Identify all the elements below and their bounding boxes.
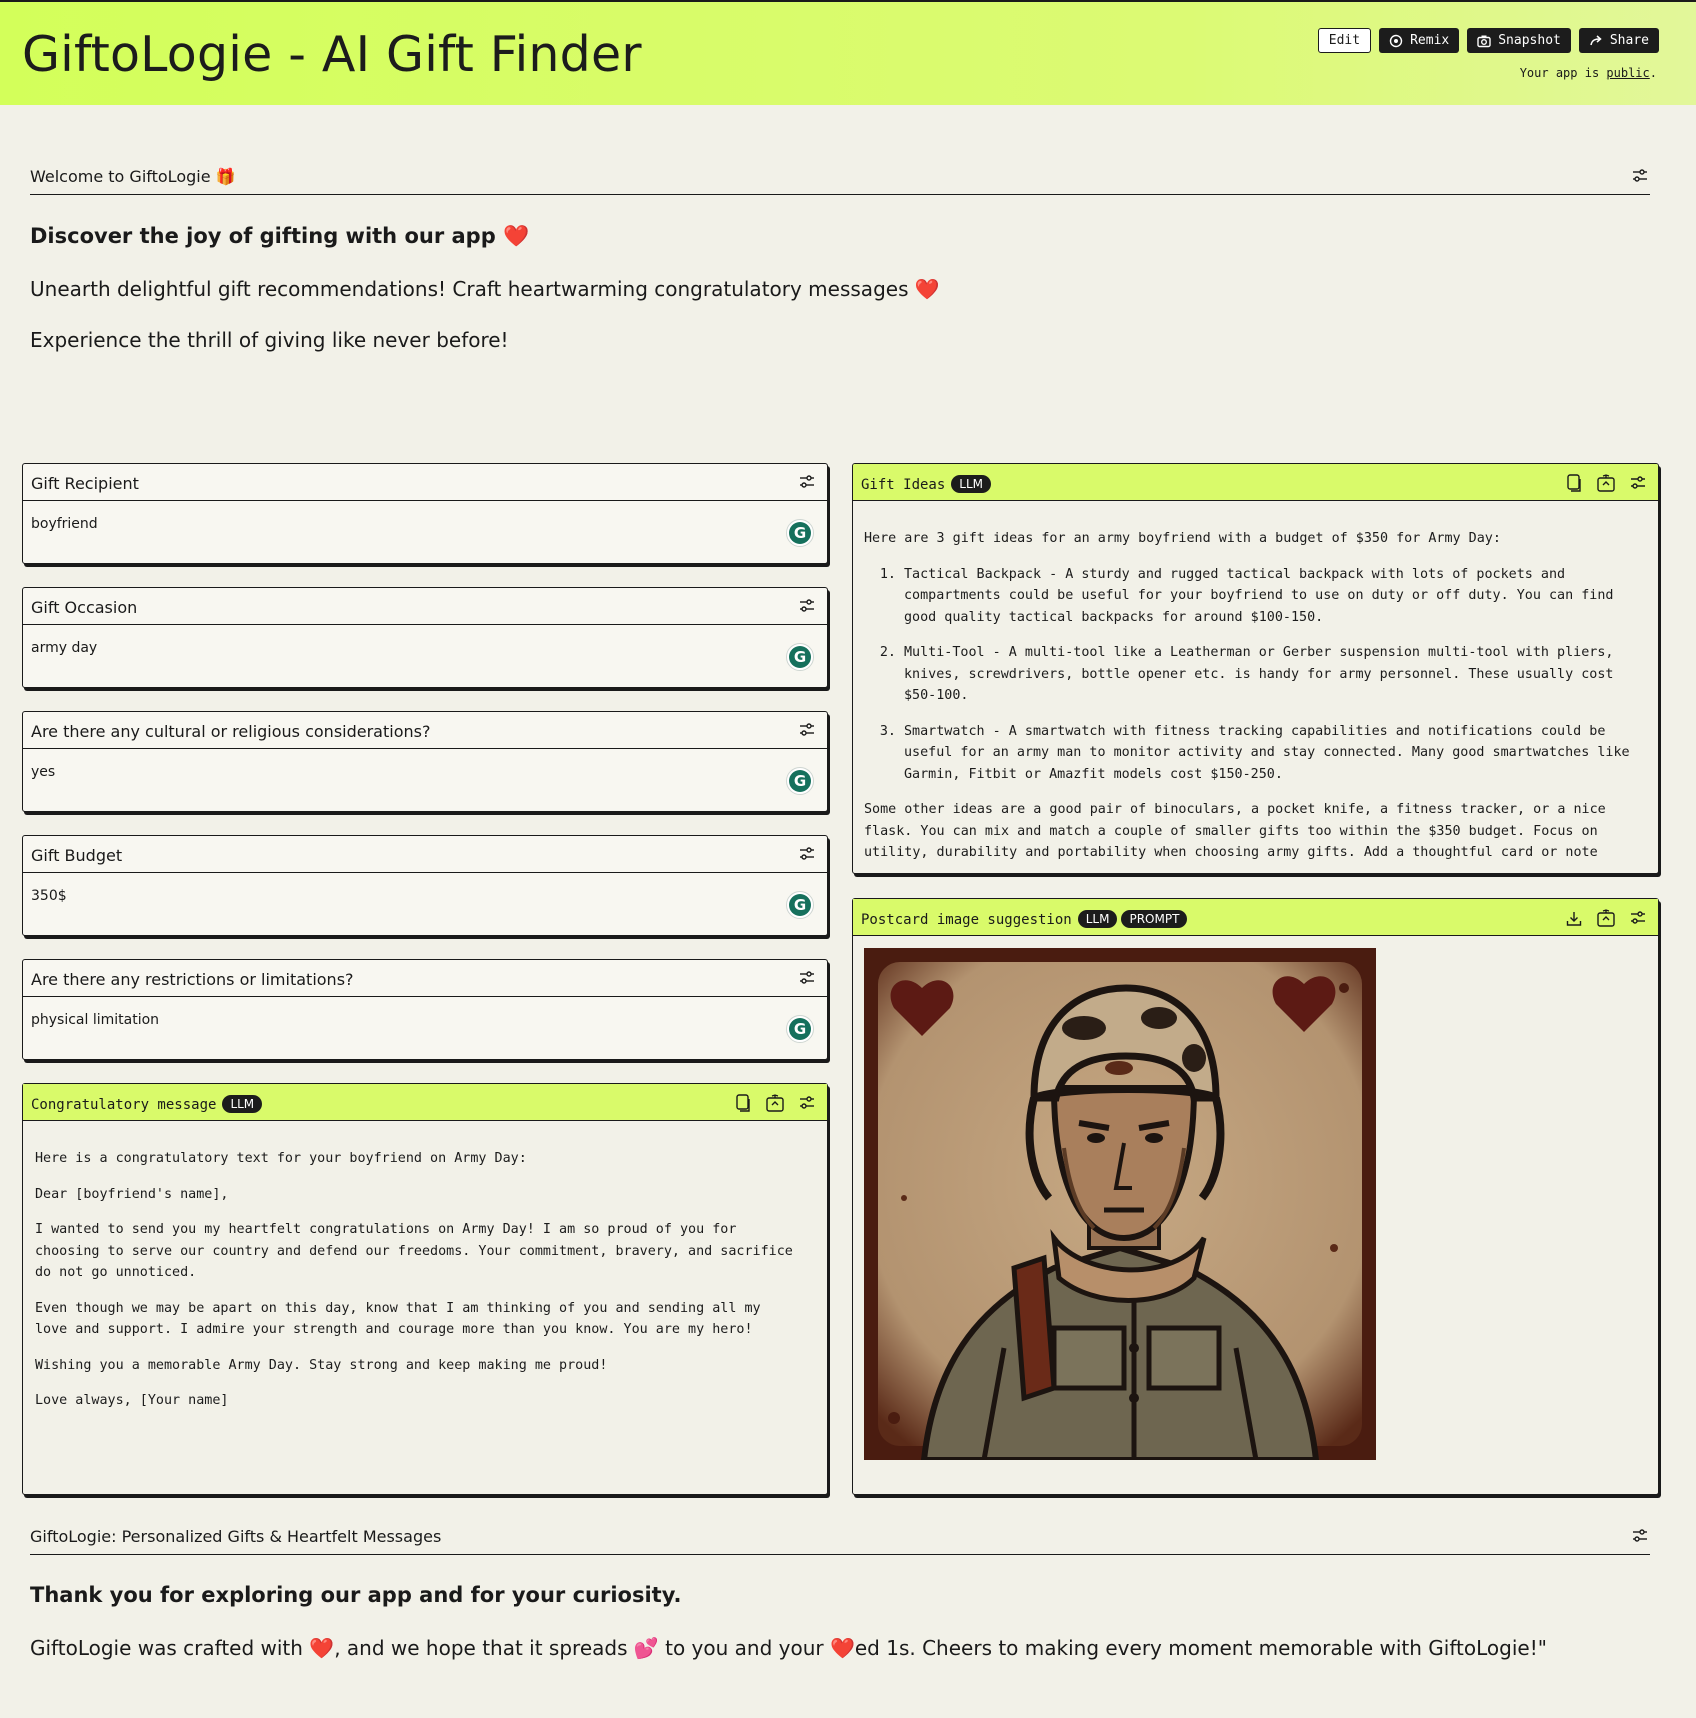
restrictions-input[interactable]: physical limitation xyxy=(31,1012,160,1028)
share-arrow-icon xyxy=(1589,34,1603,48)
gift-budget-label: Gift Budget xyxy=(31,846,123,865)
list-item: 3. Smartwatch - A smartwatch with fitness tracking capabilities and notifications could be useful for an army man to monitor activity and stay connected. Many good smartwatches like Garmin, Fitbit or Amazfit models cost $150-250. xyxy=(904,721,1642,786)
download-icon[interactable] xyxy=(1566,909,1582,927)
gift-ideas-outro: Some other ideas are a good pair of binoculars, a pocket knife, a fitness tracker, or a nice flask. You can mix and match a couple of smaller gifts too within the $350 budget. Focus on utility, durability and portability when choosing army gifts. Add a thoughtful card or note xyxy=(864,802,1606,860)
export-icon[interactable] xyxy=(1597,909,1615,927)
share-label: Share xyxy=(1609,33,1649,48)
gift-ideas-title xyxy=(861,475,991,493)
cultural-considerations-input[interactable]: yes xyxy=(31,764,56,780)
congratulatory-message-card xyxy=(22,1083,828,1495)
restrictions-card xyxy=(22,959,828,1060)
grammarly-icon[interactable]: G xyxy=(786,767,814,795)
llm-badge: LLM xyxy=(951,475,991,493)
remix-icon xyxy=(1389,34,1403,48)
grammarly-icon[interactable]: G xyxy=(786,519,814,547)
card-header xyxy=(23,1084,827,1121)
restrictions-label: Are there any restrictions or limitations? xyxy=(31,970,354,989)
footer-line: GiftoLogie was crafted with ❤️, and we hope that it spreads 💕 to you and your ❤️ed 1s. Cheers to making every moment memorable with GiftoLogie!" xyxy=(30,1636,1547,1660)
visibility-note xyxy=(1520,66,1657,80)
list-item: 1. Tactical Backpack - A sturdy and rugged tactical backpack with lots of pockets and compartments could be useful for your boyfriend to use on duty or off duty. You can find good quality tactical backpacks for around $100-150. xyxy=(904,564,1642,629)
list-item: 2. Multi-Tool - A multi-tool like a Leatherman or Gerber suspension multi-tool with pliers, knives, screwdrivers, bottle opener etc. is handy for army personnel. These usually cost $50-100. xyxy=(904,642,1642,707)
cultural-considerations-card xyxy=(22,711,828,812)
gift-recipient-input[interactable]: boyfriend xyxy=(31,516,98,532)
gift-budget-card xyxy=(22,835,828,936)
card-actions xyxy=(1566,474,1646,492)
card-header xyxy=(23,836,827,873)
gift-occasion-card xyxy=(22,587,828,688)
message-paragraph: Here is a congratulatory text for your boyfriend on Army Day: xyxy=(35,1151,527,1166)
card-header xyxy=(23,588,827,625)
sliders-icon[interactable] xyxy=(1630,476,1646,490)
remix-button[interactable] xyxy=(1379,28,1459,53)
postcard-image-card xyxy=(852,898,1659,1495)
sliders-icon[interactable] xyxy=(799,475,815,489)
public-link[interactable]: public xyxy=(1606,66,1650,80)
gift-ideas-card xyxy=(852,463,1659,874)
copy-icon[interactable] xyxy=(735,1094,751,1112)
message-paragraph: I wanted to send you my heartfelt congratulations on Army Day! I am so proud of you for choosing to serve our country and defend our freedoms. Your commitment, bravery, and sacrifice do not go unnoticed. xyxy=(35,1222,793,1280)
sliders-icon[interactable] xyxy=(1630,911,1646,925)
postcard-label: Postcard image suggestion xyxy=(861,912,1072,928)
card-header xyxy=(853,464,1658,501)
welcome-section-label: Welcome to GiftoLogie 🎁 xyxy=(30,167,236,186)
welcome-line-1: Unearth delightful gift recommendations! Craft heartwarming congratulatory messages ❤️ xyxy=(30,277,940,301)
cultural-considerations-label: Are there any cultural or religious considerations? xyxy=(31,722,431,741)
grammarly-icon[interactable]: G xyxy=(786,891,814,919)
edit-button[interactable] xyxy=(1318,28,1371,53)
gift-budget-input[interactable]: 350$ xyxy=(31,888,67,904)
welcome-headline: Discover the joy of gifting with our app ❤️ xyxy=(30,224,530,248)
card-header xyxy=(23,712,827,749)
gift-ideas-body xyxy=(864,528,1642,874)
share-button[interactable] xyxy=(1579,28,1659,53)
snapshot-button[interactable] xyxy=(1467,28,1571,53)
message-paragraph: Wishing you a memorable Army Day. Stay strong and keep making me proud! xyxy=(35,1357,608,1373)
footer-headline: Thank you for exploring our app and for your curiosity. xyxy=(30,1583,682,1607)
sliders-icon[interactable] xyxy=(799,723,815,737)
card-header xyxy=(23,960,827,997)
camera-icon xyxy=(1477,34,1491,48)
grammarly-icon[interactable]: G xyxy=(786,1015,814,1043)
visibility-prefix: Your app is xyxy=(1519,66,1607,80)
gift-recipient-card xyxy=(22,463,828,564)
llm-badge: LLM xyxy=(222,1095,262,1113)
sliders-icon[interactable] xyxy=(799,599,815,613)
message-paragraph: Even though we may be apart on this day, know that I am thinking of you and sending all my love and support. I admire your strength and courage more than you know. You are my hero! xyxy=(35,1300,761,1337)
export-icon[interactable] xyxy=(766,1094,784,1112)
visibility-suffix: . xyxy=(1649,66,1657,80)
snapshot-label: Snapshot xyxy=(1498,33,1561,48)
congratulatory-message-title xyxy=(31,1095,262,1113)
card-actions xyxy=(1566,909,1646,927)
footer-section-label: GiftoLogie: Personalized Gifts & Heartfelt Messages xyxy=(30,1527,442,1546)
sliders-icon[interactable] xyxy=(1632,1529,1648,1543)
export-icon[interactable] xyxy=(1597,474,1615,492)
edit-label: Edit xyxy=(1328,33,1361,48)
prompt-badge: PROMPT xyxy=(1121,910,1187,928)
copy-icon[interactable] xyxy=(1566,474,1582,492)
header-actions xyxy=(1318,28,1659,53)
card-actions xyxy=(735,1094,815,1112)
postcard-title xyxy=(861,910,1187,928)
postcard-image xyxy=(864,948,1376,1460)
sliders-icon[interactable] xyxy=(799,1096,815,1110)
remix-label: Remix xyxy=(1410,33,1450,48)
llm-badge: LLM xyxy=(1078,910,1118,928)
gift-occasion-input[interactable]: army day xyxy=(31,640,98,656)
message-paragraph: Dear [boyfriend's name], xyxy=(35,1186,229,1202)
welcome-section-header xyxy=(30,157,1650,195)
gift-recipient-label: Gift Recipient xyxy=(31,474,139,493)
app-header xyxy=(0,0,1696,105)
sliders-icon[interactable] xyxy=(799,971,815,985)
sliders-icon[interactable] xyxy=(799,847,815,861)
gift-ideas-intro: Here are 3 gift ideas for an army boyfriend with a budget of $350 for Army Day: xyxy=(864,531,1501,546)
footer-section-header xyxy=(30,1517,1650,1555)
sliders-icon[interactable] xyxy=(1632,169,1648,183)
congratulatory-message-body xyxy=(35,1148,795,1426)
gift-ideas-list xyxy=(904,564,1642,786)
card-header xyxy=(23,464,827,501)
gift-ideas-label: Gift Ideas xyxy=(861,477,946,493)
welcome-line-2: Experience the thrill of giving like never before! xyxy=(30,328,509,352)
app-title: GiftoLogie - AI Gift Finder xyxy=(22,26,642,83)
grammarly-icon[interactable]: G xyxy=(786,643,814,671)
message-paragraph: Love always, [Your name] xyxy=(35,1393,229,1408)
gift-occasion-label: Gift Occasion xyxy=(31,598,138,617)
card-header xyxy=(853,899,1658,936)
congratulatory-message-label: Congratulatory message xyxy=(31,1097,217,1113)
